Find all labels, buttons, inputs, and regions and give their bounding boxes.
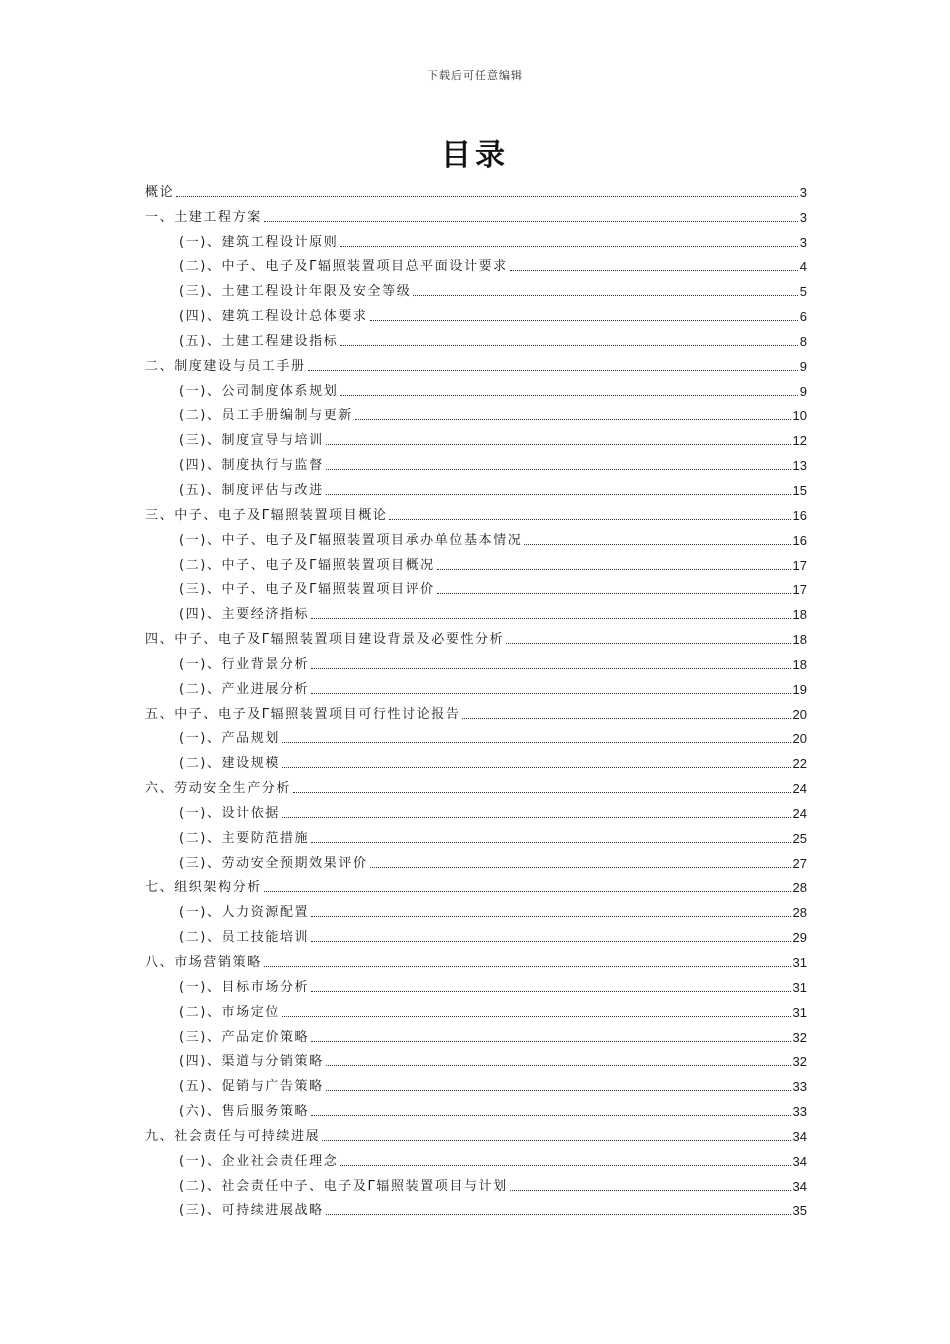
toc-dot-leader bbox=[311, 668, 790, 669]
toc-entry[interactable] bbox=[145, 921, 807, 946]
toc-entry-label: (一)、行业背景分析 bbox=[179, 656, 310, 672]
toc-entry-page-number: 15 bbox=[792, 482, 807, 498]
toc-entry-label: (三)、中子、电子及Γ辐照装置项目评价 bbox=[179, 582, 435, 598]
toc-entry[interactable] bbox=[145, 872, 807, 897]
toc-entry-page-number: 24 bbox=[792, 781, 807, 797]
toc-entry-label: (三)、可持续进展战略 bbox=[179, 1203, 324, 1219]
toc-entry-label: (五)、促销与广告策略 bbox=[179, 1079, 324, 1095]
toc-entry-page-number: 16 bbox=[792, 532, 807, 548]
toc-dot-leader bbox=[282, 767, 791, 768]
toc-entry-label: (二)、中子、电子及Γ辐照装置项目概况 bbox=[179, 557, 435, 573]
toc-dot-leader bbox=[370, 867, 791, 868]
toc-entry[interactable] bbox=[145, 1070, 807, 1095]
toc-entry[interactable] bbox=[145, 524, 807, 549]
toc-dot-leader bbox=[326, 1065, 791, 1066]
toc-entry[interactable] bbox=[145, 847, 807, 872]
toc-entry-label: (二)、主要防范措施 bbox=[179, 830, 310, 846]
toc-entry-page-number: 20 bbox=[792, 731, 807, 747]
toc-dot-leader bbox=[340, 345, 797, 346]
toc-entry[interactable] bbox=[145, 747, 807, 772]
toc-entry[interactable] bbox=[145, 1095, 807, 1120]
toc-entry-label: (二)、建设规模 bbox=[179, 756, 280, 772]
toc-dot-leader bbox=[311, 991, 790, 992]
toc-entry-label: (三)、产品定价策略 bbox=[179, 1029, 310, 1045]
toc-entry-page-number: 18 bbox=[792, 607, 807, 623]
toc-dot-leader bbox=[437, 593, 791, 594]
toc-dot-leader bbox=[340, 1165, 790, 1166]
toc-dot-leader bbox=[311, 941, 790, 942]
toc-entry[interactable] bbox=[145, 1046, 807, 1071]
toc-entry-label: (二)、市场定位 bbox=[179, 1004, 280, 1020]
toc-entry[interactable] bbox=[145, 896, 807, 921]
toc-entry-page-number: 13 bbox=[792, 458, 807, 474]
toc-dot-leader bbox=[308, 370, 798, 371]
toc-dot-leader bbox=[311, 842, 790, 843]
toc-entry-label: 四、中子、电子及Γ辐照装置项目建设背景及必要性分析 bbox=[145, 632, 505, 648]
toc-dot-leader bbox=[282, 742, 791, 743]
toc-entry-page-number: 24 bbox=[792, 805, 807, 821]
toc-entry-label: 六、劳动安全生产分析 bbox=[145, 781, 292, 797]
toc-dot-leader bbox=[340, 395, 797, 396]
toc-entry[interactable] bbox=[145, 598, 807, 623]
toc-entry-label: (一)、企业社会责任理念 bbox=[179, 1153, 339, 1169]
toc-entry[interactable] bbox=[145, 176, 807, 201]
toc-entry-page-number: 3 bbox=[799, 184, 807, 200]
toc-dot-leader bbox=[293, 792, 791, 793]
toc-dot-leader bbox=[326, 444, 791, 445]
toc-entry-page-number: 17 bbox=[792, 582, 807, 598]
toc-entry-page-number: 34 bbox=[792, 1178, 807, 1194]
toc-dot-leader bbox=[282, 1016, 791, 1017]
toc-entry[interactable] bbox=[145, 698, 807, 723]
toc-dot-leader bbox=[311, 916, 790, 917]
toc-entry-label: (一)、人力资源配置 bbox=[179, 905, 310, 921]
toc-dot-leader bbox=[506, 643, 790, 644]
toc-entry-page-number: 25 bbox=[792, 830, 807, 846]
toc-entry-label: (四)、建筑工程设计总体要求 bbox=[179, 309, 368, 325]
toc-entry[interactable] bbox=[145, 1120, 807, 1145]
toc-dot-leader bbox=[311, 618, 790, 619]
toc-entry-page-number: 10 bbox=[792, 408, 807, 424]
toc-entry-page-number: 12 bbox=[792, 433, 807, 449]
toc-entry-page-number: 31 bbox=[792, 979, 807, 995]
toc-dot-leader bbox=[311, 1041, 790, 1042]
toc-entry-label: (六)、售后服务策略 bbox=[179, 1104, 310, 1120]
toc-entry-label: 九、社会责任与可持续进展 bbox=[145, 1128, 321, 1144]
toc-entry-page-number: 29 bbox=[792, 930, 807, 946]
toc-entry-label: (二)、员工手册编制与更新 bbox=[179, 408, 353, 424]
toc-entry-page-number: 32 bbox=[792, 1054, 807, 1070]
toc-entry-page-number: 18 bbox=[792, 656, 807, 672]
toc-dot-leader bbox=[524, 544, 790, 545]
toc-entry[interactable] bbox=[145, 822, 807, 847]
toc-entry[interactable] bbox=[145, 648, 807, 673]
toc-entry[interactable] bbox=[145, 275, 807, 300]
toc-entry[interactable] bbox=[145, 226, 807, 251]
toc-dot-leader bbox=[264, 221, 798, 222]
toc-entry-page-number: 3 bbox=[799, 234, 807, 250]
toc-entry-page-number: 20 bbox=[792, 706, 807, 722]
header-note: 下载后可任意编辑 bbox=[427, 69, 523, 82]
toc-entry-page-number: 31 bbox=[792, 955, 807, 970]
toc-entry-label: (二)、社会责任中子、电子及Γ辐照装置项目与计划 bbox=[179, 1178, 508, 1194]
toc-entry[interactable] bbox=[145, 1145, 807, 1170]
toc-entry[interactable] bbox=[145, 499, 807, 524]
toc-entry-page-number: 28 bbox=[792, 905, 807, 921]
toc-entry-label: 二、制度建设与员工手册 bbox=[145, 358, 306, 374]
toc-dot-leader bbox=[326, 1090, 791, 1091]
toc-entry[interactable] bbox=[145, 1170, 807, 1195]
toc-entry-page-number: 33 bbox=[792, 1104, 807, 1120]
toc-entry-page-number: 22 bbox=[792, 756, 807, 772]
toc-entry-label: 八、市场营销策略 bbox=[145, 955, 262, 970]
toc-entry[interactable] bbox=[145, 300, 807, 325]
toc-entry-page-number: 16 bbox=[792, 507, 807, 523]
toc-dot-leader bbox=[370, 320, 798, 321]
toc-entry[interactable] bbox=[145, 251, 807, 276]
toc-entry-label: (四)、制度执行与监督 bbox=[179, 458, 324, 474]
toc-entry[interactable] bbox=[145, 673, 807, 698]
toc-entry-page-number: 17 bbox=[792, 557, 807, 573]
toc-dot-leader bbox=[462, 718, 790, 719]
toc-dot-leader bbox=[326, 1214, 791, 1215]
toc-entry[interactable] bbox=[145, 325, 807, 350]
toc-entry-label: (四)、主要经济指标 bbox=[179, 607, 310, 623]
toc-entry-label: (一)、设计依据 bbox=[179, 805, 280, 821]
toc-dot-leader bbox=[413, 295, 797, 296]
toc-entry-page-number: 5 bbox=[799, 284, 807, 300]
toc-entry-page-number: 8 bbox=[799, 333, 807, 349]
toc-entry-label: (三)、土建工程设计年限及安全等级 bbox=[179, 284, 412, 300]
toc-dot-leader bbox=[176, 196, 798, 197]
toc-dot-leader bbox=[340, 246, 797, 247]
toc-entry-label: (一)、建筑工程设计原则 bbox=[179, 234, 339, 250]
toc-entry[interactable] bbox=[145, 971, 807, 996]
toc-dot-leader bbox=[326, 469, 791, 470]
toc-entry-page-number: 33 bbox=[792, 1079, 807, 1095]
toc-entry[interactable] bbox=[145, 375, 807, 400]
toc-entry-page-number: 19 bbox=[792, 681, 807, 697]
toc-entry-page-number: 6 bbox=[799, 309, 807, 325]
toc-dot-leader bbox=[326, 494, 791, 495]
toc-entry-label: (一)、产品规划 bbox=[179, 731, 280, 747]
toc-dot-leader bbox=[311, 1115, 790, 1116]
toc-entry-page-number: 32 bbox=[792, 1029, 807, 1045]
toc-dot-leader bbox=[322, 1140, 790, 1141]
toc-entry-label: (一)、公司制度体系规划 bbox=[179, 383, 339, 399]
toc-dot-leader bbox=[510, 1190, 791, 1191]
toc-entry-page-number: 9 bbox=[799, 358, 807, 374]
toc-dot-leader bbox=[264, 966, 791, 967]
toc-entry[interactable] bbox=[145, 574, 807, 599]
toc-entry-label: (三)、劳动安全预期效果评价 bbox=[179, 855, 368, 871]
toc-entry[interactable] bbox=[145, 1195, 807, 1220]
toc-entry-label: (五)、制度评估与改进 bbox=[179, 482, 324, 498]
toc-entry[interactable] bbox=[145, 449, 807, 474]
toc-entry[interactable] bbox=[145, 424, 807, 449]
toc-entry-page-number: 34 bbox=[792, 1153, 807, 1169]
toc-entry-label: 七、组织架构分析 bbox=[145, 880, 262, 896]
toc-dot-leader bbox=[389, 519, 790, 520]
toc-entry[interactable] bbox=[145, 1021, 807, 1046]
toc-dot-leader bbox=[282, 817, 791, 818]
toc-dot-leader bbox=[355, 419, 791, 420]
toc-entry-label: 五、中子、电子及Γ辐照装置项目可行性讨论报告 bbox=[145, 706, 461, 722]
toc-entry-page-number: 9 bbox=[799, 383, 807, 399]
toc-entry[interactable] bbox=[145, 623, 807, 648]
toc-entry-label: 一、土建工程方案 bbox=[145, 209, 262, 225]
toc-title: 目录 bbox=[441, 138, 509, 173]
toc-entry-page-number: 31 bbox=[792, 1004, 807, 1020]
toc-entry[interactable] bbox=[145, 400, 807, 425]
toc-entry-page-number: 4 bbox=[799, 259, 807, 275]
toc-entry[interactable] bbox=[145, 797, 807, 822]
toc-entry[interactable] bbox=[145, 474, 807, 499]
toc-entry-page-number: 27 bbox=[792, 855, 807, 871]
toc-dot-leader bbox=[437, 569, 791, 570]
toc-entry-label: (二)、产业进展分析 bbox=[179, 681, 310, 697]
toc-entry-page-number: 3 bbox=[799, 209, 807, 225]
toc-entry-label: (五)、土建工程建设指标 bbox=[179, 333, 339, 349]
toc-entry-page-number: 34 bbox=[792, 1128, 807, 1144]
toc-entry-label: (二)、中子、电子及Γ辐照装置项目总平面设计要求 bbox=[179, 259, 508, 275]
toc-entry[interactable] bbox=[145, 772, 807, 797]
toc-entry-label: 三、中子、电子及Γ辐照装置项目概论 bbox=[145, 507, 388, 523]
toc-entry-label: (四)、渠道与分销策略 bbox=[179, 1054, 324, 1070]
toc-entry-label: (三)、制度宣导与培训 bbox=[179, 433, 324, 449]
table-of-contents bbox=[145, 176, 807, 1219]
toc-entry[interactable] bbox=[145, 201, 807, 226]
toc-entry-label: (二)、员工技能培训 bbox=[179, 930, 310, 946]
toc-entry-page-number: 18 bbox=[792, 632, 807, 648]
toc-entry-label: (一)、中子、电子及Γ辐照装置项目承办单位基本情况 bbox=[179, 532, 523, 548]
toc-entry-page-number: 28 bbox=[792, 880, 807, 896]
toc-entry[interactable] bbox=[145, 723, 807, 748]
toc-entry[interactable] bbox=[145, 946, 807, 971]
toc-dot-leader bbox=[510, 270, 798, 271]
toc-entry-label: 概论 bbox=[145, 184, 175, 200]
toc-dot-leader bbox=[264, 891, 791, 892]
toc-entry[interactable] bbox=[145, 549, 807, 574]
toc-entry-label: (一)、目标市场分析 bbox=[179, 979, 310, 995]
toc-entry[interactable] bbox=[145, 350, 807, 375]
toc-entry[interactable] bbox=[145, 996, 807, 1021]
toc-dot-leader bbox=[311, 693, 790, 694]
toc-entry-page-number: 35 bbox=[792, 1203, 807, 1219]
